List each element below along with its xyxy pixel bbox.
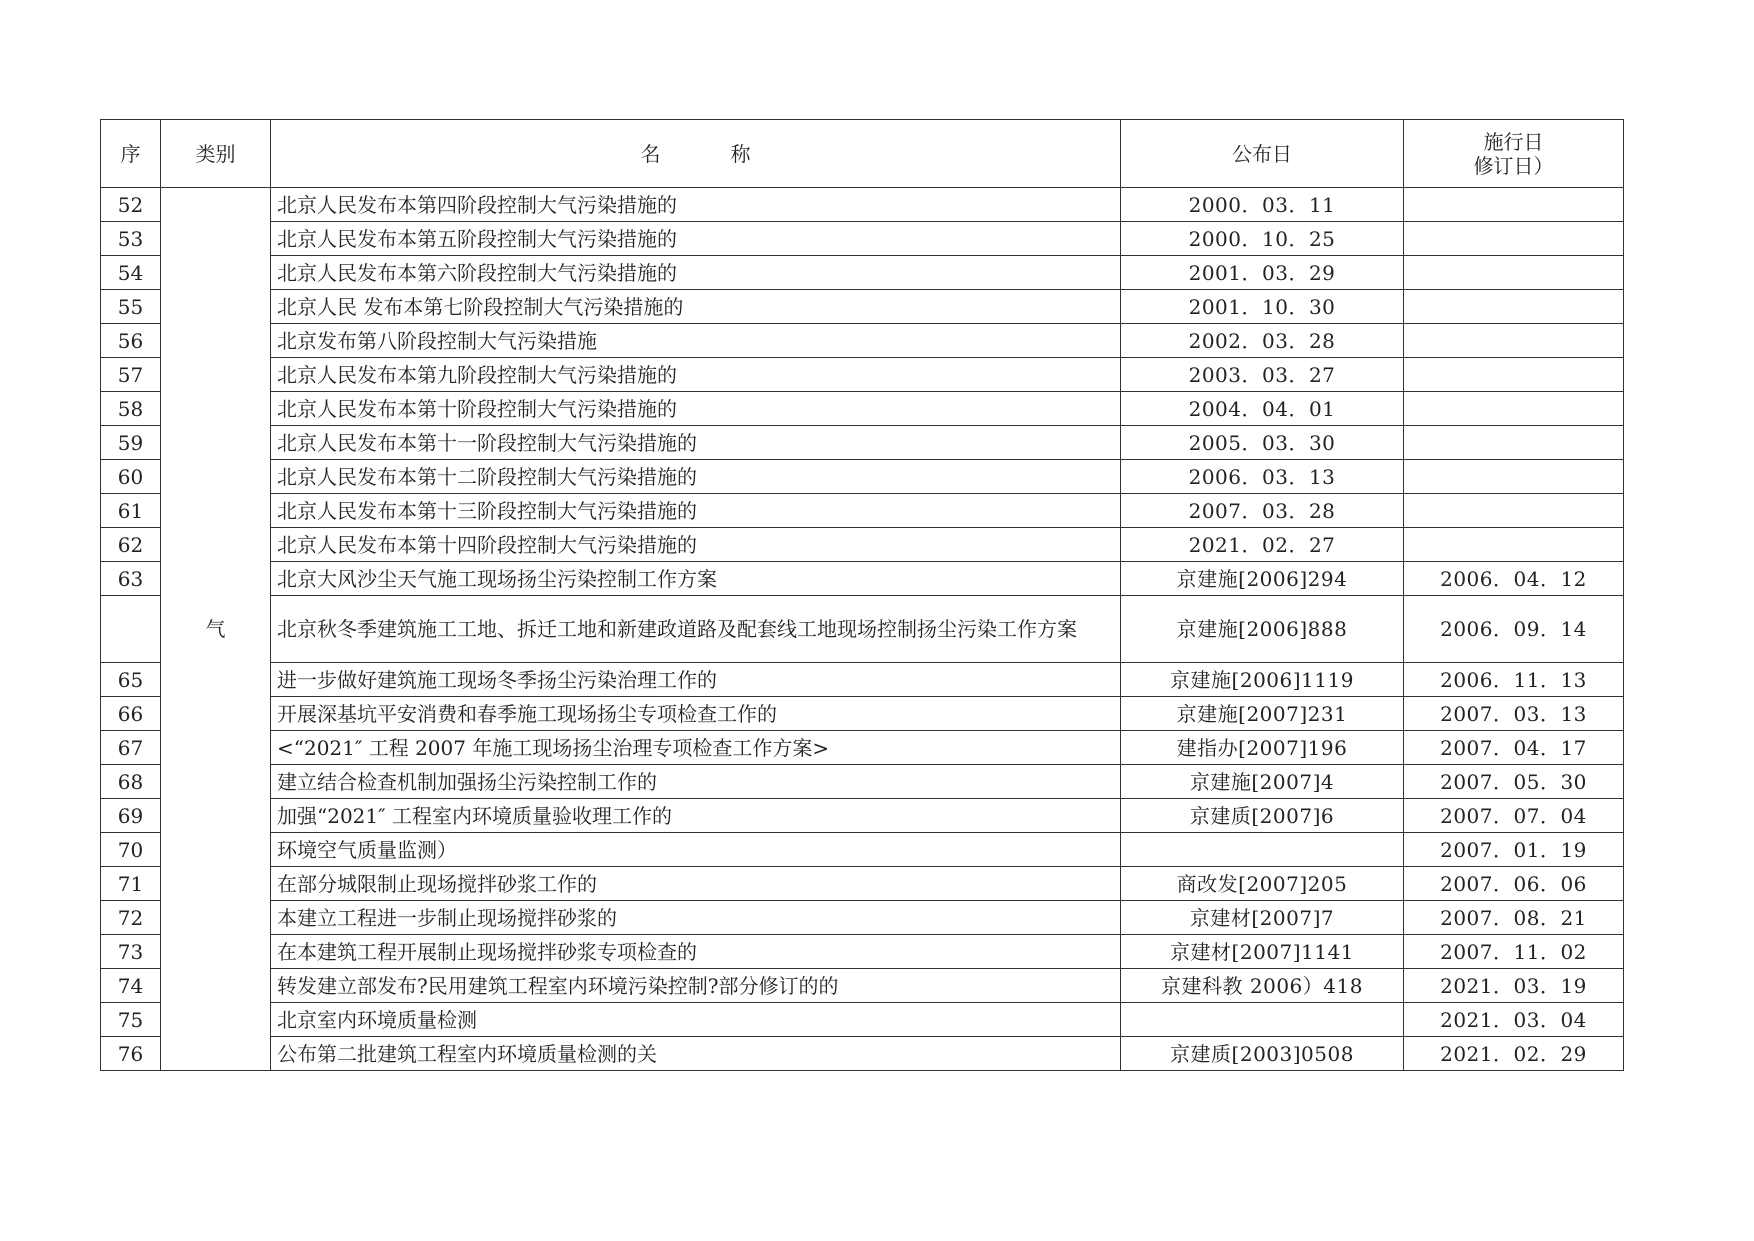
row-seq: 59 <box>101 426 161 460</box>
row-name: 公布第二批建筑工程室内环境质量检测的关 <box>271 1037 1121 1071</box>
row-name: 北京人民发布本第十二阶段控制大气污染措施的 <box>271 460 1121 494</box>
row-published: 京建施[2007]231 <box>1121 697 1404 731</box>
row-published: 2006．03．13 <box>1121 460 1404 494</box>
row-name: 在部分城限制止现场搅拌砂浆工作的 <box>271 867 1121 901</box>
row-effective: 2007．08．21 <box>1404 901 1624 935</box>
table-row <box>101 833 1624 867</box>
row-seq: 57 <box>101 358 161 392</box>
row-name: 北京人民 发布本第七阶段控制大气污染措施的 <box>271 290 1121 324</box>
header-name-b: 称 <box>730 141 751 166</box>
row-name: 北京人民发布本第五阶段控制大气污染措施的 <box>271 222 1121 256</box>
table-row <box>101 935 1624 969</box>
table-row <box>101 1003 1624 1037</box>
table-row <box>101 867 1624 901</box>
row-published: 2003．03．27 <box>1121 358 1404 392</box>
row-effective <box>1404 256 1624 290</box>
row-name: 北京秋冬季建筑施工工地、拆迁工地和新建政道路及配套线工地现场控制扬尘污染工作方案 <box>271 596 1121 663</box>
row-effective <box>1404 358 1624 392</box>
row-seq: 66 <box>101 697 161 731</box>
table-row <box>101 697 1624 731</box>
row-effective: 2006．09．14 <box>1404 596 1624 663</box>
row-effective: 2007．04．17 <box>1404 731 1624 765</box>
row-effective: 2021．03．19 <box>1404 969 1624 1003</box>
row-effective: 2021．03．04 <box>1404 1003 1624 1037</box>
row-seq: 69 <box>101 799 161 833</box>
row-name: 在本建筑工程开展制止现场搅拌砂浆专项检查的 <box>271 935 1121 969</box>
table-row <box>101 562 1624 596</box>
row-seq: 75 <box>101 1003 161 1037</box>
row-name: 北京大风沙尘天气施工现场扬尘污染控制工作方案 <box>271 562 1121 596</box>
row-name: 进一步做好建筑施工现场冬季扬尘污染治理工作的 <box>271 663 1121 697</box>
header-effective-line1: 施行日 <box>1483 129 1544 154</box>
row-published: 2004．04．01 <box>1121 392 1404 426</box>
row-published: 2000．03．11 <box>1121 188 1404 222</box>
table-row <box>101 663 1624 697</box>
row-published: 2001．10．30 <box>1121 290 1404 324</box>
row-published: 京建施[2006]1119 <box>1121 663 1404 697</box>
row-published: 商改发[2007]205 <box>1121 867 1404 901</box>
row-published: 京建施[2006]888 <box>1121 596 1404 663</box>
row-name: 加强“2021″ 工程室内环境质量验收理工作的 <box>271 799 1121 833</box>
row-name: 北京人民发布本第十四阶段控制大气污染措施的 <box>271 528 1121 562</box>
row-effective <box>1404 222 1624 256</box>
table-row <box>101 256 1624 290</box>
row-name: 环境空气质量监测） <box>271 833 1121 867</box>
row-effective: 2006．04．12 <box>1404 562 1624 596</box>
row-seq: 61 <box>101 494 161 528</box>
row-seq: 67 <box>101 731 161 765</box>
table-row <box>101 799 1624 833</box>
row-name: 开展深基坑平安消费和春季施工现场扬尘专项检查工作的 <box>271 697 1121 731</box>
table-row <box>101 765 1624 799</box>
row-seq: 71 <box>101 867 161 901</box>
row-seq: 56 <box>101 324 161 358</box>
row-seq: 74 <box>101 969 161 1003</box>
header-row <box>101 120 1624 188</box>
row-effective <box>1404 188 1624 222</box>
row-published: 京建科教 2006）418 <box>1121 969 1404 1003</box>
row-published: 京建施[2006]294 <box>1121 562 1404 596</box>
table-row <box>101 358 1624 392</box>
row-seq: 55 <box>101 290 161 324</box>
row-effective: 2007．03．13 <box>1404 697 1624 731</box>
table-row <box>101 222 1624 256</box>
table-row <box>101 392 1624 426</box>
row-name: 北京人民发布本第十阶段控制大气污染措施的 <box>271 392 1121 426</box>
header-seq: 序 <box>101 120 161 188</box>
row-name: 北京人民发布本第六阶段控制大气污染措施的 <box>271 256 1121 290</box>
row-published: 2002．03．28 <box>1121 324 1404 358</box>
row-published <box>1121 1003 1404 1037</box>
row-published: 京建材[2007]7 <box>1121 901 1404 935</box>
table-row <box>101 731 1624 765</box>
category-cell: 气 <box>161 188 271 1071</box>
row-name: 北京人民发布本第十一阶段控制大气污染措施的 <box>271 426 1121 460</box>
row-seq: 70 <box>101 833 161 867</box>
row-effective <box>1404 324 1624 358</box>
row-name: <“2021″ 工程 2007 年施工现场扬尘治理专项检查工作方案> <box>271 731 1121 765</box>
table-row <box>101 494 1624 528</box>
table-row <box>101 901 1624 935</box>
header-name <box>271 120 1121 188</box>
row-seq: 76 <box>101 1037 161 1071</box>
row-seq: 58 <box>101 392 161 426</box>
row-effective: 2007．11．02 <box>1404 935 1624 969</box>
row-seq <box>101 596 161 663</box>
header-category: 类别 <box>161 120 271 188</box>
row-published: 2000．10．25 <box>1121 222 1404 256</box>
row-published: 2007．03．28 <box>1121 494 1404 528</box>
row-seq: 63 <box>101 562 161 596</box>
row-name: 转发建立部发布?民用建筑工程室内环境污染控制?部分修订的的 <box>271 969 1121 1003</box>
row-name: 北京发布第八阶段控制大气污染措施 <box>271 324 1121 358</box>
row-published: 建指办[2007]196 <box>1121 731 1404 765</box>
row-effective <box>1404 494 1624 528</box>
row-published: 2021．02．27 <box>1121 528 1404 562</box>
row-name: 北京人民发布本第四阶段控制大气污染措施的 <box>271 188 1121 222</box>
row-published: 2001．03．29 <box>1121 256 1404 290</box>
table-row <box>101 290 1624 324</box>
row-seq: 53 <box>101 222 161 256</box>
regulations-table <box>100 119 1624 1071</box>
row-effective <box>1404 426 1624 460</box>
table-row <box>101 460 1624 494</box>
row-seq: 60 <box>101 460 161 494</box>
row-published <box>1121 833 1404 867</box>
table-row <box>101 426 1624 460</box>
row-seq: 72 <box>101 901 161 935</box>
table-row <box>101 1037 1624 1071</box>
header-published: 公布日 <box>1121 120 1404 188</box>
table-row <box>101 969 1624 1003</box>
row-effective: 2007．01．19 <box>1404 833 1624 867</box>
row-seq: 68 <box>101 765 161 799</box>
row-seq: 54 <box>101 256 161 290</box>
row-effective: 2006．11．13 <box>1404 663 1624 697</box>
row-published: 京建质[2003]0508 <box>1121 1037 1404 1071</box>
row-name: 北京人民发布本第十三阶段控制大气污染措施的 <box>271 494 1121 528</box>
row-published: 2005．03．30 <box>1121 426 1404 460</box>
row-seq: 52 <box>101 188 161 222</box>
row-effective: 2007．05．30 <box>1404 765 1624 799</box>
row-effective: 2021．02．29 <box>1404 1037 1624 1071</box>
table-row <box>101 188 1624 222</box>
row-effective <box>1404 528 1624 562</box>
row-effective <box>1404 392 1624 426</box>
row-published: 京建质[2007]6 <box>1121 799 1404 833</box>
row-effective: 2007．07．04 <box>1404 799 1624 833</box>
table-row <box>101 528 1624 562</box>
row-published: 京建施[2007]4 <box>1121 765 1404 799</box>
row-effective <box>1404 290 1624 324</box>
header-effective <box>1404 120 1624 188</box>
row-seq: 65 <box>101 663 161 697</box>
header-name-a: 名 <box>640 141 661 166</box>
table-row <box>101 596 1624 663</box>
row-name: 建立结合检查机制加强扬尘污染控制工作的 <box>271 765 1121 799</box>
table-body <box>101 188 1624 1071</box>
row-name: 北京人民发布本第九阶段控制大气污染措施的 <box>271 358 1121 392</box>
row-seq: 62 <box>101 528 161 562</box>
header-effective-line2: 修订日） <box>1473 153 1554 178</box>
table-row <box>101 324 1624 358</box>
row-effective: 2007．06．06 <box>1404 867 1624 901</box>
row-published: 京建材[2007]1141 <box>1121 935 1404 969</box>
row-seq: 73 <box>101 935 161 969</box>
row-name: 北京室内环境质量检测 <box>271 1003 1121 1037</box>
row-name: 本建立工程进一步制止现场搅拌砂浆的 <box>271 901 1121 935</box>
row-effective <box>1404 460 1624 494</box>
